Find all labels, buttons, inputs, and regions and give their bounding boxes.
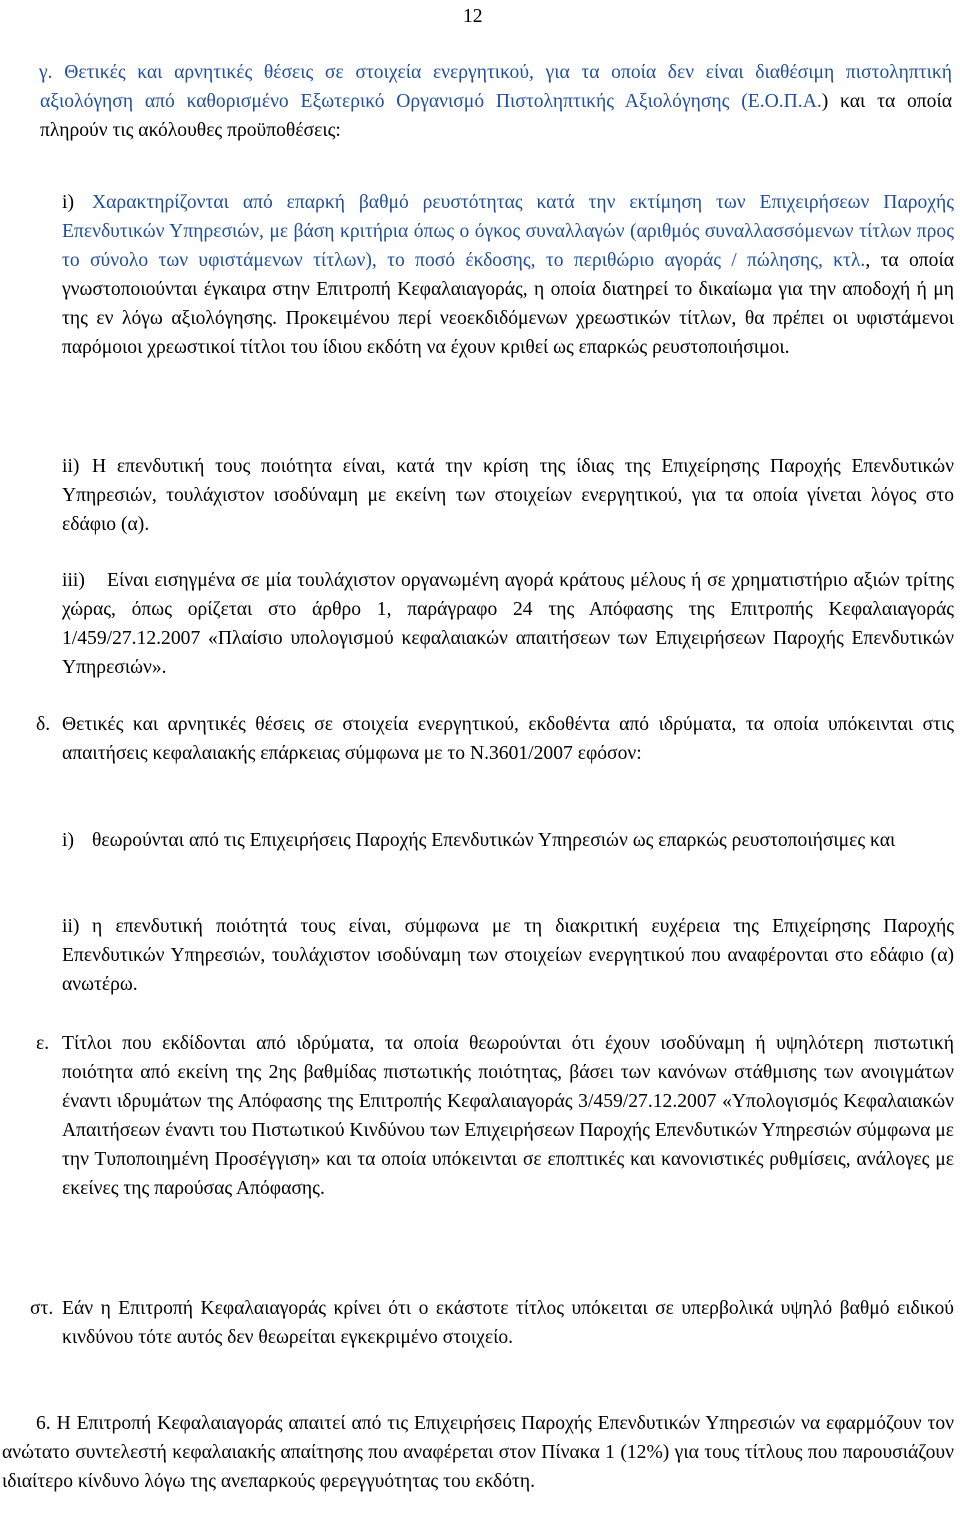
paragraph-text: Η Επιτροπή Κεφαλαιαγοράς απαιτεί από τις Επιχειρήσεις Παροχής Επενδυτικών Υπηρεσιών να εφαρμόζουν τον ανώτατο συντελεστή κεφαλαιακής απαίτησης που αναφέρεται στον Πίνακα 1 (12%) για τους τίτλους που παρουσιάζουν ιδιαίτερο κίνδυνο λόγω της ανεπαρκούς φερεγγυότητας του εκδότη.: [2, 1413, 954, 1492]
paragraph-text-blue: Θετικές και αρνητικές θέσεις σε στοιχεία ενεργητικού, για τα οποία δεν είναι διαθέσιμη πιστοληπτική αξιολόγηση από καθορισμένο Εξωτερικό Οργανισμό Πιστοληπτικής Αξιολόγησης (Ε.Ο.Π.Α.: [40, 62, 952, 112]
paragraph-text: Θετικές και αρνητικές θέσεις σε στοιχεία ενεργητικού, εκδοθέντα από ιδρύματα, τα οποία υπόκεινται στις απαιτήσεις κεφαλαιακής επάρκειας σύμφωνα με το Ν.3601/2007 εφόσον:: [62, 714, 954, 764]
paragraph-text: Τίτλοι που εκδίδονται από ιδρύματα, τα οποία θεωρούνται ότι έχουν ισοδύναμη ή υψηλότερη πιστωτική ποιότητα από εκείνη της 2ης βαθμίδας πιστωτικής ποιότητας, βάσει των κανόνων στάθμισης των ανοιγμάτων έναντι ιδρυμάτων της Απόφασης της Επιτροπής Κεφαλαιαγοράς 3/459/27.12.2007 «Υπολογισμός Κεφαλαιακών Απαιτήσεων έναντι του Πιστωτικού Κινδύνου των Επιχειρήσεων Παροχής Επενδυτικών Υπηρεσιών σύμφωνα με την Τυποποιημένη Προσέγγιση» και τα οποία υπόκεινται σε εποπτικές και κανονιστικές ρυθμίσεις, ανάλογες με εκείνες της παρούσας Απόφασης.: [62, 1033, 954, 1199]
paragraph-marker: δ.: [36, 714, 51, 735]
paragraph-marker: γ.: [39, 62, 53, 83]
paragraph-6: [2, 1409, 954, 1496]
list-item-label: i): [62, 192, 74, 213]
list-item-label: ii): [62, 456, 80, 477]
paragraph-text-black: ) και τα οποία πληρούν τις ακόλουθες προϋποθέσεις:: [40, 91, 953, 141]
page-number: 12: [463, 6, 483, 27]
list-item-text-black: , τα οποία γνωστοποιούνται έγκαιρα στην Επιτροπή Κεφαλαιαγοράς, η οποία διατηρεί το δικαίωμα για την αποδοχή ή μη της εν λόγω αξιολόγησης. Προκειμένου περί νεοεκδιδόμενων χρεωστικών τίτλων, θα πρέπει οι υφιστάμενοι παρόμοιοι χρεωστικοί τίτλοι του ίδιου εκδότη να έχουν κριθεί ως επαρκώς ρευστοποιήσιμοι.: [62, 250, 955, 358]
list-item-text: θεωρούνται από τις Επιχειρήσεις Παροχής Επενδυτικών Υπηρεσιών ως επαρκώς ρευστοποιήσιμες και: [92, 830, 896, 851]
list-item-label: iii): [62, 570, 85, 591]
paragraph-text: Εάν η Επιτροπή Κεφαλαιαγοράς κρίνει ότι ο εκάστοτε τίτλος υπόκειται σε υπερβολικά υψηλό βαθμό ειδικού κινδύνου τότε αυτός δεν θεωρείται εγκεκριμένο στοιχείο.: [62, 1298, 954, 1348]
paragraph-marker: στ.: [30, 1298, 54, 1319]
paragraph-gamma: [40, 58, 952, 145]
list-item-text: [62, 188, 954, 362]
list-item-text: η επενδυτική ποιότητά τους είναι, σύμφωνα με τη διακριτική ευχέρεια της Επιχείρησης Παροχής Επενδυτικών Υπηρεσιών, τουλάχιστον ισοδύναμη των στοιχείων ενεργητικού που αναφέρονται στο εδάφιο (α) ανωτέρω.: [62, 916, 954, 995]
list-item-text: Η επενδυτική τους ποιότητα είναι, κατά την κρίση της ίδιας της Επιχείρησης Παροχής Επενδυτικών Υπηρεσιών, τουλάχιστον ισοδύναμη με εκείνη των στοιχείων ενεργητικού, για τα οποία γίνεται λόγος στο εδάφιο (α).: [62, 456, 954, 535]
list-item-text: Είναι εισηγμένα σε μία τουλάχιστον οργανωμένη αγορά κράτους μέλους ή σε χρηματιστήριο αξιών τρίτης χώρας, όπως ορίζεται στο άρθρο 1, παράγραφο 24 της Απόφασης της Επιτροπής Κεφαλαιαγοράς 1/459/27.12.2007 «Πλαίσιο υπολογισμού κεφαλαιακών απαιτήσεων των Επιχειρήσεων Παροχής Επενδυτικών Υπηρεσιών».: [62, 570, 954, 678]
list-item-label: ii): [62, 916, 80, 937]
paragraph-marker: ε.: [36, 1033, 50, 1054]
list-item-text-blue: Χαρακτηρίζονται από επαρκή βαθμό ρευστότητας κατά την εκτίμηση των Επιχειρήσεων Παροχής Επενδυτικών Υπηρεσιών, με βάση κριτήρια όπως ο όγκος συναλλαγών (αριθμός συναλλασσόμενων τίτλων προς το σύνολο των υφιστάμενων τίτλων), το ποσό έκδοσης, το περιθώριο αγοράς / πώλησης, κτλ.: [62, 192, 954, 271]
list-item-label: i): [62, 830, 74, 851]
paragraph-marker: 6.: [36, 1413, 51, 1434]
